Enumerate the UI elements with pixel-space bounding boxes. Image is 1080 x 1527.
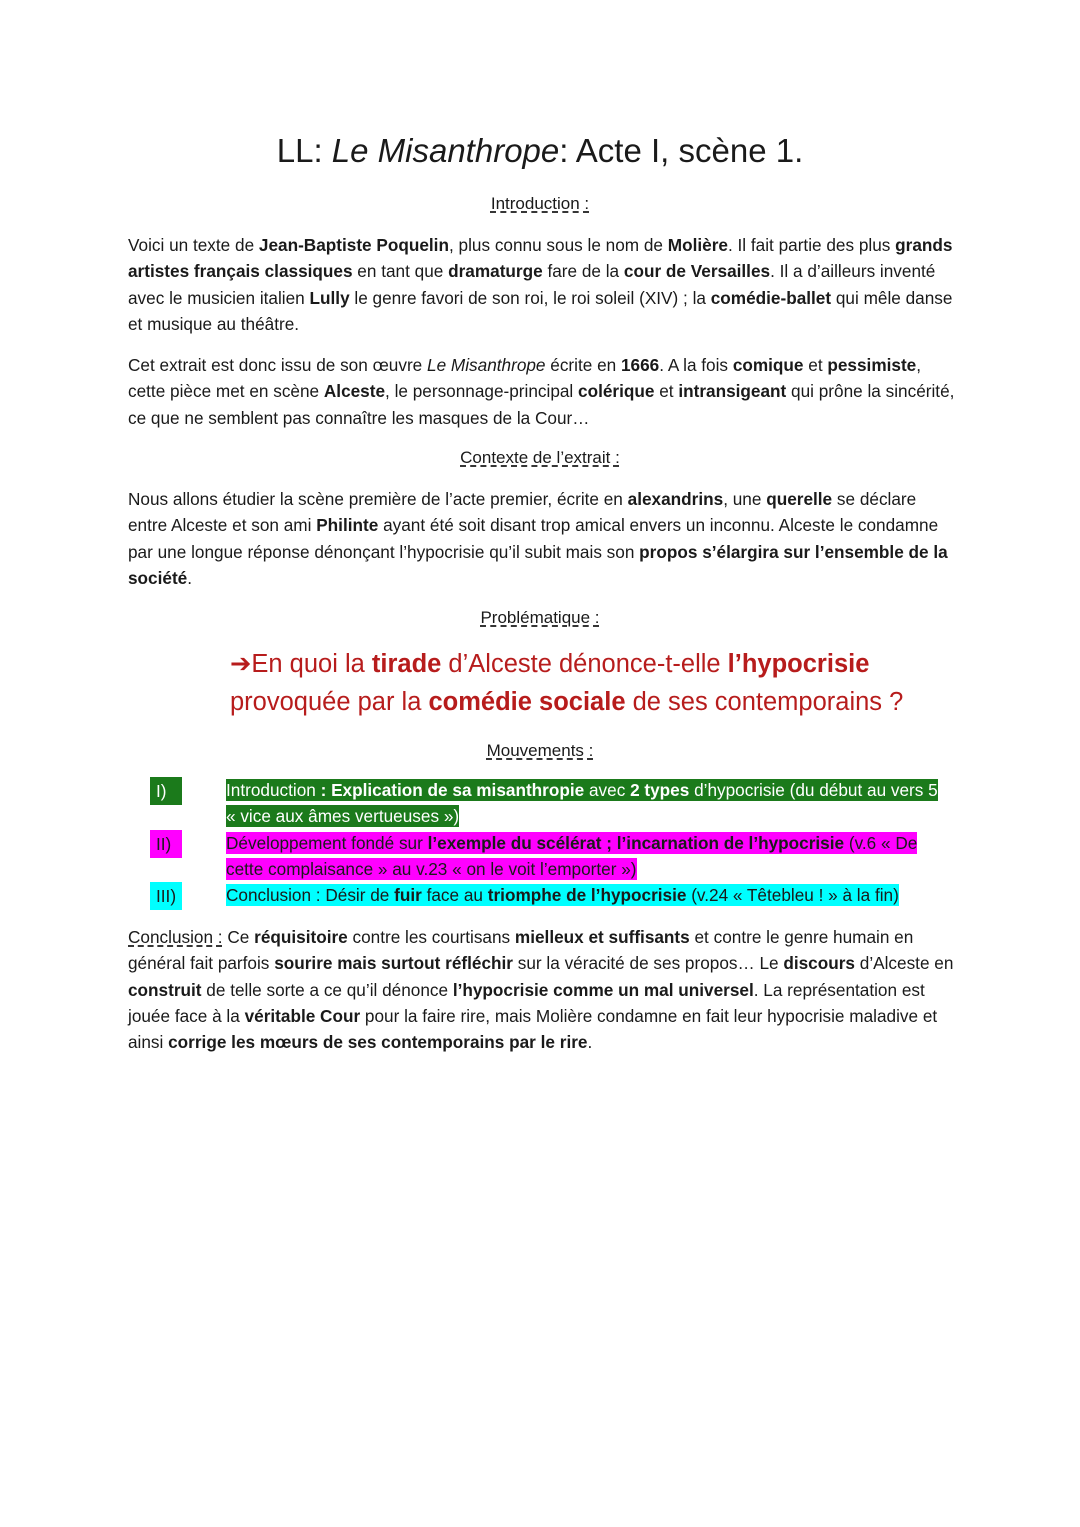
title-work: Le Misanthrope xyxy=(331,132,560,169)
mouvement-number: I) xyxy=(150,777,182,805)
heading-introduction xyxy=(0,192,1080,216)
heading-problematique xyxy=(0,606,1080,630)
mouvement-text: Conclusion : Désir de fuir face au triomphe de l’hypocrisie (v.24 « Têtebleu ! » à la fin) xyxy=(226,885,899,905)
mouvement-item-3 xyxy=(150,882,960,908)
heading-contexte-text: Contexte de l’extrait : xyxy=(460,448,620,467)
heading-problematique-text: Problématique : xyxy=(480,608,600,627)
intro-paragraph-2: Cet extrait est donc issu de son œuvre Le Misanthrope écrite en 1666. A la fois comique et pessimiste, cette pièce met en scène Alceste, le personnage-principal colérique et intransigeant qui prône la sincérité, ce que ne semblent pas connaître les masques de la Cour… xyxy=(128,355,955,428)
conclusion-label: Conclusion : xyxy=(128,927,223,947)
problematique-question: ➔En quoi la tirade d’Alceste dénonce-t-elle l’hypocrisie provoquée par la comédie sociale de ses contemporains ? xyxy=(230,650,904,716)
heading-introduction-text: Introduction : xyxy=(490,194,590,213)
mouvement-item-2 xyxy=(150,830,960,882)
mouvement-item-1 xyxy=(150,777,960,829)
title-suffix: : Acte I, scène 1. xyxy=(559,132,804,169)
heading-mouvements xyxy=(0,739,1080,763)
mouvement-number: III) xyxy=(150,882,182,910)
heading-mouvements-text: Mouvements : xyxy=(486,741,594,760)
intro-paragraph-1: Voici un texte de Jean-Baptiste Poquelin, plus connu sous le nom de Molière. Il fait partie des plus grands artistes français classiques en tant que dramaturge fare de la cour de Versailles. Il a d’ailleurs inventé avec le musicien italien Lully le genre favori de son roi, le roi soleil (XIV) ; la comédie-ballet qui mêle danse et musique au théâtre. xyxy=(128,235,953,334)
mouvement-text: Introduction : Explication de sa misanthropie avec 2 types d’hypocrisie (du début au vers 5 « vice aux âmes vertueuses ») xyxy=(226,780,938,826)
arrow-right-icon: ➔ xyxy=(230,650,252,678)
mouvement-text: Développement fondé sur l’exemple du scélérat ; l’incarnation de l’hypocrisie (v.6 « De cette complaisance » au v.23 « on le voit l’emporter ») xyxy=(226,833,918,879)
mouvement-number: II) xyxy=(150,830,182,858)
conclusion-paragraph: Conclusion : Ce réquisitoire contre les courtisans mielleux et suffisants et contre le genre humain en général fait parfois sourire mais surtout réfléchir sur la véracité de ses propos… Le discours d’Alceste en construit de telle sorte a ce qu’il dénonce l’hypocrisie comme un mal universel. La représentation est jouée face à la véritable Cour pour la faire rire, mais Molière condamne en fait leur hypocrisie maladive et ainsi corrige les mœurs de ses contemporains par le rire. xyxy=(128,927,954,1053)
title-prefix: LL: xyxy=(276,132,332,169)
contexte-paragraph: Nous allons étudier la scène première de l’acte premier, écrite en alexandrins, une querelle se déclare entre Alceste et son ami Philinte ayant été soit disant trop amical envers un inconnu. Alceste le condamne par une longue réponse dénonçant l’hypocrisie qu’il subit mais son propos s’élargira sur l’ensemble de la société. xyxy=(128,489,948,588)
heading-contexte xyxy=(0,446,1080,470)
page-title xyxy=(0,128,1080,174)
